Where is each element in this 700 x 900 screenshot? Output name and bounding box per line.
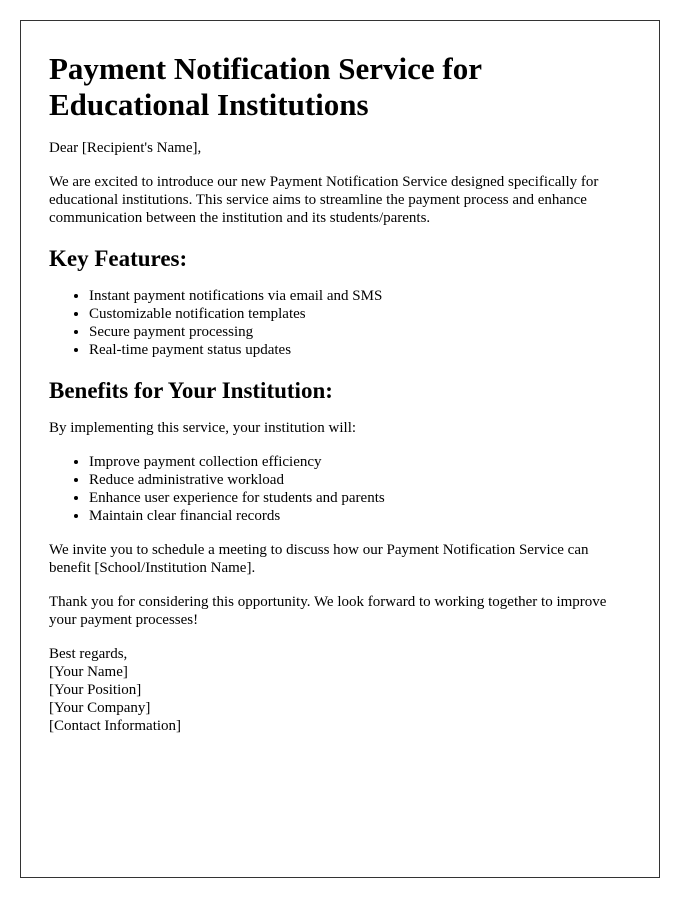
list-item: • Instant payment notifications via email and SMS xyxy=(89,287,631,305)
list-item: • Customizable notification templates xyxy=(89,305,631,323)
benefits-heading: Benefits for Your Institution: xyxy=(49,378,333,403)
sender-name: [Your Name] xyxy=(49,664,128,680)
intro-paragraph: We are excited to introduce our new Payment Notification Service designed specifically for educational institutions. This service aims to streamline the payment process and enhance communication between the institution and its students/parents. xyxy=(49,174,599,226)
letter-container xyxy=(20,20,660,878)
list-item: • Reduce administrative workload xyxy=(89,471,631,489)
list-item: • Improve payment collection efficiency xyxy=(89,453,631,471)
benefits-intro: By implementing this service, your institution will: xyxy=(49,420,357,436)
sign-off: Best regards, xyxy=(49,646,128,662)
invite-paragraph: We invite you to schedule a meeting to discuss how our Payment Notification Service can benefit [School/Institution Name]. xyxy=(49,542,589,576)
list-item: • Real-time payment status updates xyxy=(89,341,631,359)
signature-block xyxy=(49,645,631,735)
sender-company: [Your Company] xyxy=(49,700,151,716)
features-heading: Key Features: xyxy=(49,246,188,271)
greeting: Dear [Recipient's Name], xyxy=(49,140,202,156)
benefits-list xyxy=(49,453,631,525)
features-list xyxy=(49,287,631,359)
list-item: • Secure payment processing xyxy=(89,323,631,341)
sender-contact: [Contact Information] xyxy=(49,718,182,734)
list-item: • Enhance user experience for students and parents xyxy=(89,489,631,507)
sender-position: [Your Position] xyxy=(49,682,142,698)
thanks-paragraph: Thank you for considering this opportunity. We look forward to working together to improve your payment processes! xyxy=(49,594,607,628)
letter-title: Payment Notification Service for Educational Institutions xyxy=(49,51,482,122)
list-item: • Maintain clear financial records xyxy=(89,507,631,525)
